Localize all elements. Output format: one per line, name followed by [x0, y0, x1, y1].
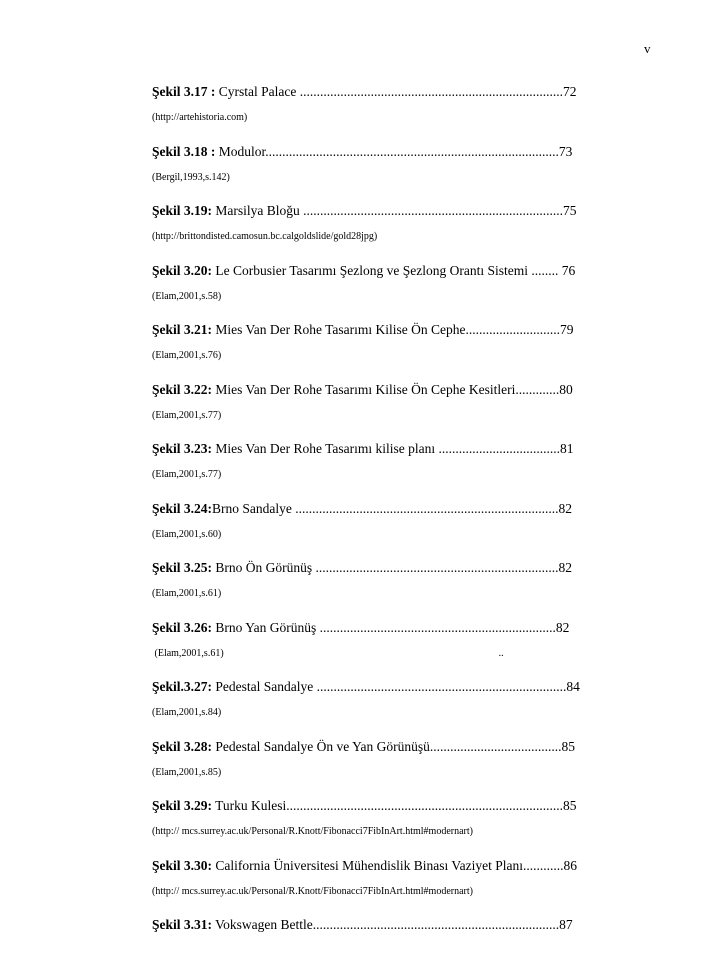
- figure-line: [152, 322, 632, 338]
- figure-source: (Elam,2001,s.76): [152, 350, 222, 361]
- figure-line: [152, 263, 632, 279]
- figure-line: [152, 84, 632, 100]
- figure-title: California Üniversitesi Mühendislik Binası Vaziyet Planı............86: [212, 857, 577, 873]
- figure-source: (http:// mcs.surrey.ac.uk/Personal/R.Knott/Fibonacci7FibInArt.html#modernart): [152, 885, 473, 897]
- figure-line: [152, 560, 632, 576]
- figure-line: [152, 679, 632, 695]
- figure-line: [152, 501, 632, 517]
- figure-label: Şekil 3.25:: [152, 560, 213, 575]
- figure-entry: [152, 84, 632, 144]
- figure-label: Şekil 3.22:: [152, 381, 213, 397]
- figure-label: Şekil 3.18 :: [152, 143, 216, 159]
- figure-entry: [152, 917, 632, 977]
- figure-source: (Elam,2001,s.84): [152, 707, 222, 718]
- figure-line: [152, 441, 632, 457]
- figure-source: (http://artehistoria.com): [152, 112, 248, 123]
- figure-source: (Elam,2001,s.77): [152, 469, 222, 480]
- figure-title: Mies Van Der Rohe Tasarımı Kilise Ön Cephe............................79: [212, 322, 574, 337]
- figure-entry: [152, 739, 632, 799]
- figure-entry: [152, 382, 632, 442]
- figure-entry: [152, 144, 632, 204]
- figure-entry: [152, 798, 632, 858]
- figure-line: [152, 144, 632, 160]
- figure-source: (Elam,2001,s.85): [152, 766, 222, 778]
- figure-line: [152, 739, 632, 755]
- figure-entry: [152, 560, 632, 620]
- figure-label: Şekil 3.30:: [152, 857, 213, 873]
- figure-entry: [152, 501, 632, 561]
- figure-source: (Elam,2001,s.61) ..: [152, 647, 504, 659]
- figure-title: Mies Van Der Rohe Tasarımı kilise planı ....................................81: [212, 441, 574, 456]
- figure-source: (Elam,2001,s.61): [152, 588, 222, 599]
- figure-line: [152, 858, 632, 874]
- figure-label: Şekil 3.17 :: [152, 84, 216, 99]
- figure-title: Le Corbusier Tasarımı Şezlong ve Şezlong Orantı Sistemi ........ 76: [212, 262, 576, 278]
- figure-title: Vokswagen Bettle.........................................................................87: [212, 917, 573, 932]
- figure-label: Şekil 3.21:: [152, 322, 213, 337]
- figure-label: Şekil 3.31:: [152, 917, 213, 932]
- figure-entry: [152, 620, 632, 680]
- figure-title: Brno Yan Görünüş ......................................................................82: [212, 619, 570, 635]
- figure-entry: [152, 322, 632, 382]
- figure-title: Pedestal Sandalye ..........................................................................84: [212, 679, 580, 694]
- figure-entry: [152, 441, 632, 501]
- figure-label: Şekil 3.28:: [152, 738, 213, 754]
- figure-title: Cyrstal Palace ..............................................................................72: [215, 84, 577, 99]
- figure-title: Turku Kulesi..................................................................................85: [212, 798, 577, 813]
- figure-line: [152, 203, 632, 219]
- figure-source: (Elam,2001,s.58): [152, 290, 222, 302]
- figure-title: Marsilya Bloğu .............................................................................75: [212, 203, 577, 218]
- figure-entry: [152, 263, 632, 323]
- figure-line: [152, 620, 632, 636]
- figure-line: [152, 917, 632, 933]
- figure-entry: [152, 858, 632, 918]
- figure-title: Modulor.......................................................................................73: [215, 143, 573, 159]
- figure-label: Şekil 3.24:: [152, 500, 213, 516]
- figure-label: Şekil 3.26:: [152, 619, 213, 635]
- figure-source: (http://brittondisted.camosun.bc.calgoldslide/gold28jpg): [152, 231, 378, 242]
- figure-source: (http:// mcs.surrey.ac.uk/Personal/R.Knott/Fibonacci7FibInArt.html#modernart): [152, 826, 473, 837]
- figure-title: Mies Van Der Rohe Tasarımı Kilise Ön Cephe Kesitleri.............80: [212, 381, 573, 397]
- figure-source: (Elam,2001,s.77): [152, 409, 222, 421]
- figure-line: [152, 382, 632, 398]
- figure-title: Brno Sandalye ..............................................................................82: [212, 500, 573, 516]
- figure-title: Brno Ön Görünüş ........................................................................82: [212, 560, 573, 575]
- figure-entry: [152, 203, 632, 263]
- figure-source: (Elam,2001,s.60): [152, 528, 222, 540]
- figure-entry: [152, 679, 632, 739]
- figure-label: Şekil 3.20:: [152, 262, 213, 278]
- figure-label: Şekil.3.27:: [152, 679, 213, 694]
- figure-label: Şekil 3.29:: [152, 798, 213, 813]
- figure-title: Pedestal Sandalye Ön ve Yan Görünüşü.......................................85: [212, 738, 575, 754]
- page-number: v: [644, 41, 651, 56]
- figure-label: Şekil 3.19:: [152, 203, 213, 218]
- figure-line: [152, 798, 632, 814]
- figure-source: (Bergil,1993,s.142): [152, 171, 230, 183]
- figure-list: [152, 84, 632, 977]
- figure-label: Şekil 3.23:: [152, 441, 213, 456]
